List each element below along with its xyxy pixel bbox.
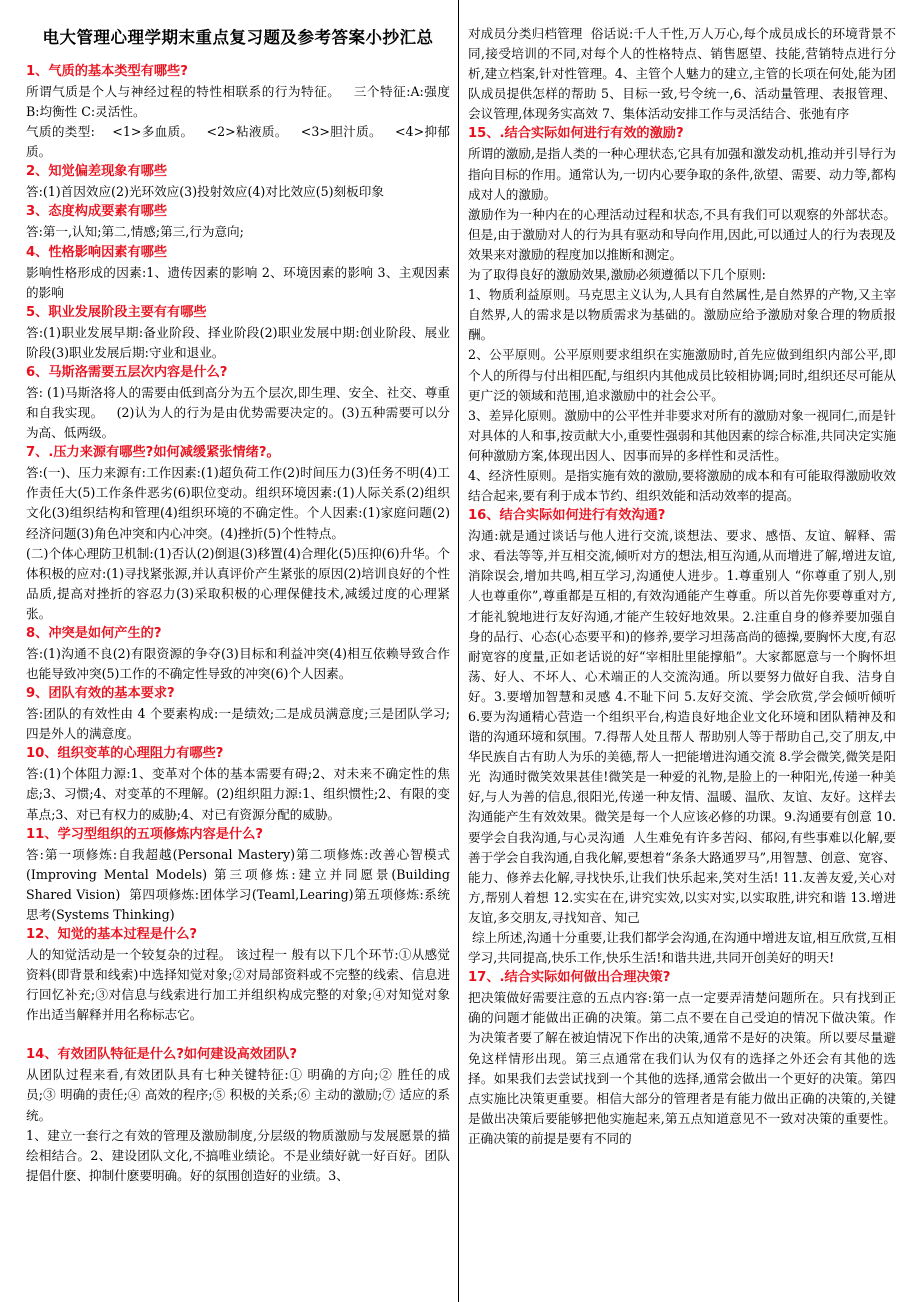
answer-paragraph: 答:(1)沟通不良(2)有限资源的争夺(3)目标和利益冲突(4)相互依赖导致合作也能导致冲突(5)工作的不确定性导致的冲突(6)个人因素。 xyxy=(26,645,450,682)
answer-paragraph: 所谓的激励,是指人类的一种心理状态,它具有加强和激发动机,推动并引导行为指向目标的作用。通常认为,一切内心要争取的条件,欲望、需要、动力等,都构成对人的激励。 xyxy=(468,146,896,202)
answer-paragraph: 答:(1)首因效应(2)光环效应(3)投射效应(4)对比效应(5)刻板印象 xyxy=(26,184,384,200)
left-column-body xyxy=(26,62,455,1186)
answer-paragraph: 4、经济性原则。是指实施有效的激励,要将激励的成本和有可能取得激励收效结合起来,要有利于成本节约、组织效能和活动效率的提高。 xyxy=(468,467,896,504)
question-heading: 5、职业发展阶段主要有有哪些 xyxy=(26,304,207,320)
answer-paragraph: 答:第一,认知;第二,情感;第三,行为意向; xyxy=(26,224,244,240)
answer-paragraph: 3、差异化原则。激励中的公平性并非要求对所有的激励对象一视同仁,而是针对具体的人和事,按贡献大小,重要性强弱和其他因素的综合标准,共同决定实施何种激励方案,体现出因人、因事而异的多样性和灵活性。 xyxy=(468,407,896,463)
question-heading: 3、态度构成要素有哪些 xyxy=(26,204,168,220)
right-column xyxy=(468,24,901,1294)
column-divider xyxy=(458,0,459,1302)
answer-paragraph: 答:团队的有效性由 4 个要素构成:一是绩效;二是成员满意度;三是团队学习;四是外人的满意度。 xyxy=(26,706,450,742)
answer-paragraph: 对成员分类归档管理 俗话说:千人千性,万人万心,每个成员成长的环境背景不同,接受培训的不同,对每个人的性格特点、销售愿望、技能,营销特点进行分析,建立档案,针对性管理。4、主管个人魅力的建立,主管的长项在何处,能为团队成员提供怎样的帮助 5、目标一致,号令统一,6、活动量管理、表报管理、会议管理,体现务实高效 7、集体活动安排工作与灵活结合、张弛有序 xyxy=(468,26,896,122)
question-heading: 8、冲突是如何产生的? xyxy=(26,625,162,641)
answer-paragraph: 2、公平原则。公平原则要求组织在实施激励时,首先应做到组织内部公平,即个人的所得与付出相匹配,与组织内其他成员比较相协调;同时,组织还尽可能从更广泛的领域和范围,追求激励中的社会公平。 xyxy=(468,347,896,403)
answer-paragraph: 1、物质利益原则。马克思主义认为,人具有自然属性,是自然界的产物,又主宰自然界,人的需求是以物质需求为基础的。激励应给予激励对象合理的物质报酬。 xyxy=(468,287,896,343)
question-heading: 16、结合实际如何进行有效沟通? xyxy=(468,508,666,524)
question-heading: 14、有效团队特征是什么?如何建设高效团队? xyxy=(26,1047,298,1063)
spacer xyxy=(26,1025,450,1045)
right-column-body xyxy=(468,24,901,1149)
question-heading: 4、性格影响因素有哪些 xyxy=(26,244,168,260)
question-heading: 2、知觉偏差现象有哪些 xyxy=(26,164,168,180)
answer-paragraph: 影响性格形成的因素:1、遗传因素的影响 2、环境因素的影响 3、主观因素的影响 xyxy=(26,264,450,300)
question-heading: 17、.结合实际如何做出合理决策? xyxy=(468,970,671,986)
answer-paragraph: 所谓气质是个人与神经过程的特性相联系的行为特征。 三个特征:A:强度 B:均衡性 C:灵活性。 xyxy=(26,84,455,120)
question-heading: 15、.结合实际如何进行有效的激励? xyxy=(468,126,684,142)
question-heading: 1、气质的基本类型有哪些? xyxy=(26,64,188,79)
answer-paragraph: 把决策做好需要注意的五点内容:第一点一定要弄清楚问题所在。只有找到正确的问题才能做出正确的决策。第二点不要在自己受迫的情况下做决策。作为决策者要了解在被迫情况下作出的决策,通常不是好的决策。所以要尽量避免这样情形出现。第三点通常在我们认为仅有的选择之外还会有其他的选择。如果我们去尝试找到一个其他的选择,通常会做出一个更好的决策。第四点实施比决策更重要。相信大部分的管理者是有能力做出正确的决策的,关键是做出决策后要能够把他实施起来,第五点知道意见不一致对决策的重要性。正确决策的前提是要有不同的 xyxy=(468,990,896,1146)
answer-paragraph: (二)个体心理防卫机制:(1)否认(2)倒退(3)移置(4)合理化(5)压抑(6)升华。个体积极的应对:(1)寻找紧张源,并认真评价产生紧张的原因(2)培训良好的个性品质,提高对挫折的容忍力(3)采取积极的心理保健技术,减缓过度的心理紧张。 xyxy=(26,545,450,621)
document-title: 电大管理心理学期末重点复习题及参考答案小抄汇总 xyxy=(42,28,434,47)
answer-paragraph: 答:(1)职业发展早期:备业阶段、择业阶段(2)职业发展中期:创业阶段、展业阶段(3)职业发展后期:守业和退业。 xyxy=(26,324,450,360)
question-heading: 9、团队有效的基本要求? xyxy=(26,686,175,702)
answer-paragraph: 答:第一项修炼:自我超越(Personal Mastery)第二项修炼:改善心智模式 (Improving Mental Models) 第三项修炼:建立并同愿景(Building Shared Vision) 第四项修炼:团体学习(Teaml,Learing)第五项修炼:系统思考(Systems Thinking) xyxy=(26,846,455,922)
answer-paragraph: 答: (1)马斯洛将人的需要由低到高分为五个层次,即生理、安全、社交、尊重和自我实现。 (2)认为人的行为是由优势需要决定的。(3)五种需要可以分为高、低两级。 xyxy=(26,384,450,441)
answer-paragraph: 为了取得良好的激励效果,激励必须遵循以下几个原则: xyxy=(468,267,766,283)
question-heading: 7、.压力来源有哪些?如何减缓紧张情绪?。 xyxy=(26,445,280,461)
question-heading: 11、学习型组织的五项修炼内容是什么? xyxy=(26,826,264,842)
left-column xyxy=(26,20,455,1294)
answer-paragraph: 沟通:就是通过谈话与他人进行交流,谈想法、要求、感悟、友谊、解释、需求、看法等等,并互相交流,倾听对方的想法,相互沟通,从而增进了解,增进友谊,消除误会,增加共鸣,相互学习,沟通使人进步。1.尊重别人 “你尊重了别人,别人也尊重你”,尊重都是互相的,有效沟通能产生尊重。所以首先你要尊重对方,才能礼貌地进行友好沟通,才能产生较好地效果。2.注重自身的修养要加强自身的品行、心态(心态要平和)的修养,要学习坦荡高尚的德操,要胸怀大度,有忍耐宽容的度量,正如老话说的好“宰相肚里能撑船”。大家都愿意与一个胸怀坦荡、好人、不坏人、心术端正的人交流沟通。所以要努力做好自我、洁身自好。3.要增加智慧和灵感 4.不耻下问 5.友好交流、学会欣赏,学会倾听倾听 6.要为沟通精心营造一个组织平台,构造良好地企业文化环境和团队精神及和谐的沟通环境和氛围。7.得帮人处且帮人 帮助别人等于帮助自己,交了朋友,中华民族自古有助人为乐的美德,帮人一把能增进沟通交流 8.学会微笑,微笑是阳光 沟通时微笑效果甚佳!微笑是一种爱的礼物,是脸上的一种阳光,传递一种美好,与人为善的信息,很阳光,传递一种友情、温暖、温欣、友谊、友好。这样去沟通能产生有效效果。微笑是每一个人应该必修的功课。9.沟通要有创意 10.要学会自我沟通,与心灵沟通 人生难免有许多苦闷、郁闷,有些事难以化解,要善于学会自我沟通,自我化解,要想着“条条大路通罗马”,用智慧、创意、宽容、能力、修养去化解,寻找快乐,让我们快乐起来,笑对生活! 11.友善友爱,关心对方,帮别人着想 12.实实在在,讲究实效,以实对实,以实取胜,讲究和谐 13.增进友谊,多交朋友,寻找知音、知己 xyxy=(468,528,901,925)
answer-paragraph: 1、建立一套行之有效的管理及激励制度,分层级的物质激励与发展愿景的描绘相结合。2、建设团队文化,不搞唯业绩论。不是业绩好就一好百好。团队提倡什麽、抑制什麽要明确。好的氛围创造好的业绩。3、 xyxy=(26,1127,450,1183)
answer-paragraph: 气质的类型: <1>多血质。 <2>粘液质。 <3>胆汁质。 <4>抑郁质。 xyxy=(26,124,450,160)
answer-paragraph: 答:(1)个体阻力源:1、变革对个体的基本需要有碍;2、对未来不确定性的焦虑;3、习惯;4、对变革的不理解。(2)组织阻力源:1、组织惯性;2、有限的变革点;3、对已有权力的威胁;4、对已有资源分配的威胁。 xyxy=(26,766,450,822)
question-heading: 10、组织变革的心理阻力有哪些? xyxy=(26,746,224,762)
answer-paragraph: 综上所述,沟通十分重要,让我们都学会沟通,在沟通中增进友谊,相互欣赏,互相学习,共同提高,快乐工作,快乐生活!和谐共进,共同开创美好的明天! xyxy=(468,930,896,966)
question-heading: 6、马斯洛需要五层次内容是什么? xyxy=(26,364,228,380)
answer-paragraph: 人的知觉活动是一个较复杂的过程。 该过程一 般有以下几个环节:①从感觉资料(即背景和线索)中选择知觉对象;②对局部资料或不完整的线索、信息进行回忆补充;③对信息与线索进行加工并组织构成完整的对象;④对知觉对象作出适当解释并用名称标志它。 xyxy=(26,947,450,1023)
answer-paragraph: 答:(一)、压力来源有:工作因素:(1)超负荷工作(2)时间压力(3)任务不明(4)工作责任大(5)工作条件恶劣(6)职位变动。组织环境因素:(1)人际关系(2)组织文化(3)组织结构和管理(4)组织环境的不确定性。个人因素:(1)家庭问题(2)经济问题(3)角色冲突和内心冲突。(4)挫折(5)个性特点。 xyxy=(26,465,450,541)
question-heading: 12、知觉的基本过程是什么? xyxy=(26,927,198,942)
answer-paragraph: 激励作为一种内在的心理活动过程和状态,不具有我们可以观察的外部状态。但是,由于激励对人的行为具有驱动和导向作用,因此,可以通过人的行为表现及效果来对激励的程度加以推断和测定。 xyxy=(468,206,896,262)
answer-paragraph: 从团队过程来看,有效团队具有七种关键特征:① 明确的方向;② 胜任的成员;③ 明确的责任;④ 高效的程序;⑤ 积极的关系;⑥ 主动的激励;⑦ 适应的系统。 xyxy=(26,1067,450,1123)
